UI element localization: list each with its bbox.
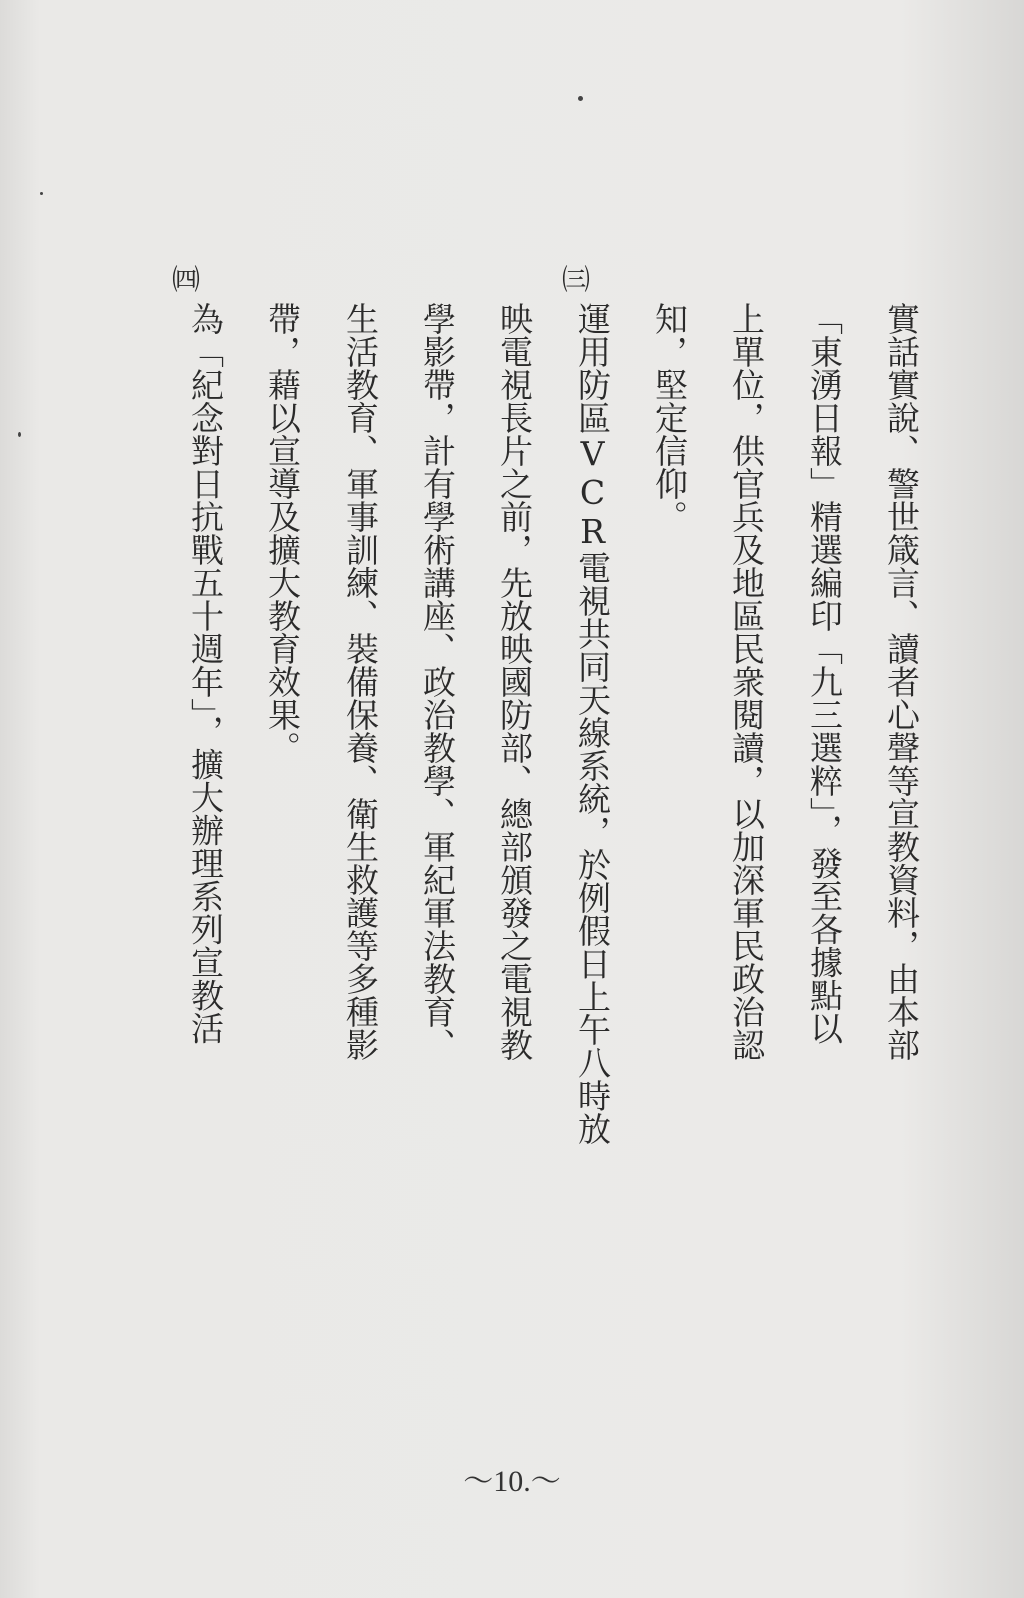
text-column-6: 映電視長片之前，先放映國防部、總部頒發之電視教: [495, 302, 534, 1061]
text-column-3: 上單位，供官兵及地區民衆閱讀，以加深軍民政治認: [727, 302, 766, 1061]
paper-speck: [40, 192, 43, 195]
page-number: ～10.～: [463, 1465, 561, 1498]
paper-speck: [18, 432, 21, 437]
text-column-9: 帶，藉以宣導及擴大教育效果。: [263, 302, 302, 764]
paper-speck: [578, 96, 583, 101]
text-column-5: 運用防區VCR電視共同天線系統，於例假日上午八時放: [573, 302, 612, 1145]
item-marker-3: ㈢: [562, 263, 591, 296]
text-column-2: 「東湧日報」精選編印「九三選粹」，發至各據點以: [805, 302, 844, 1045]
item-marker-4: ㈣: [172, 263, 201, 296]
text-column-1: 實話實說、警世箴言、讀者心聲等宣教資料，由本部: [882, 302, 921, 1061]
text-column-8: 生活教育、軍事訓練、裝備保養、衛生救護等多種影: [341, 302, 380, 1061]
text-column-4: 知，堅定信仰。: [650, 302, 689, 533]
text-column-10: 為「紀念對日抗戰五十週年」，擴大辦理系列宣教活: [186, 302, 225, 1045]
text-column-7: 學影帶，計有學術講座、政治教學、軍紀軍法教育、: [418, 302, 457, 1061]
